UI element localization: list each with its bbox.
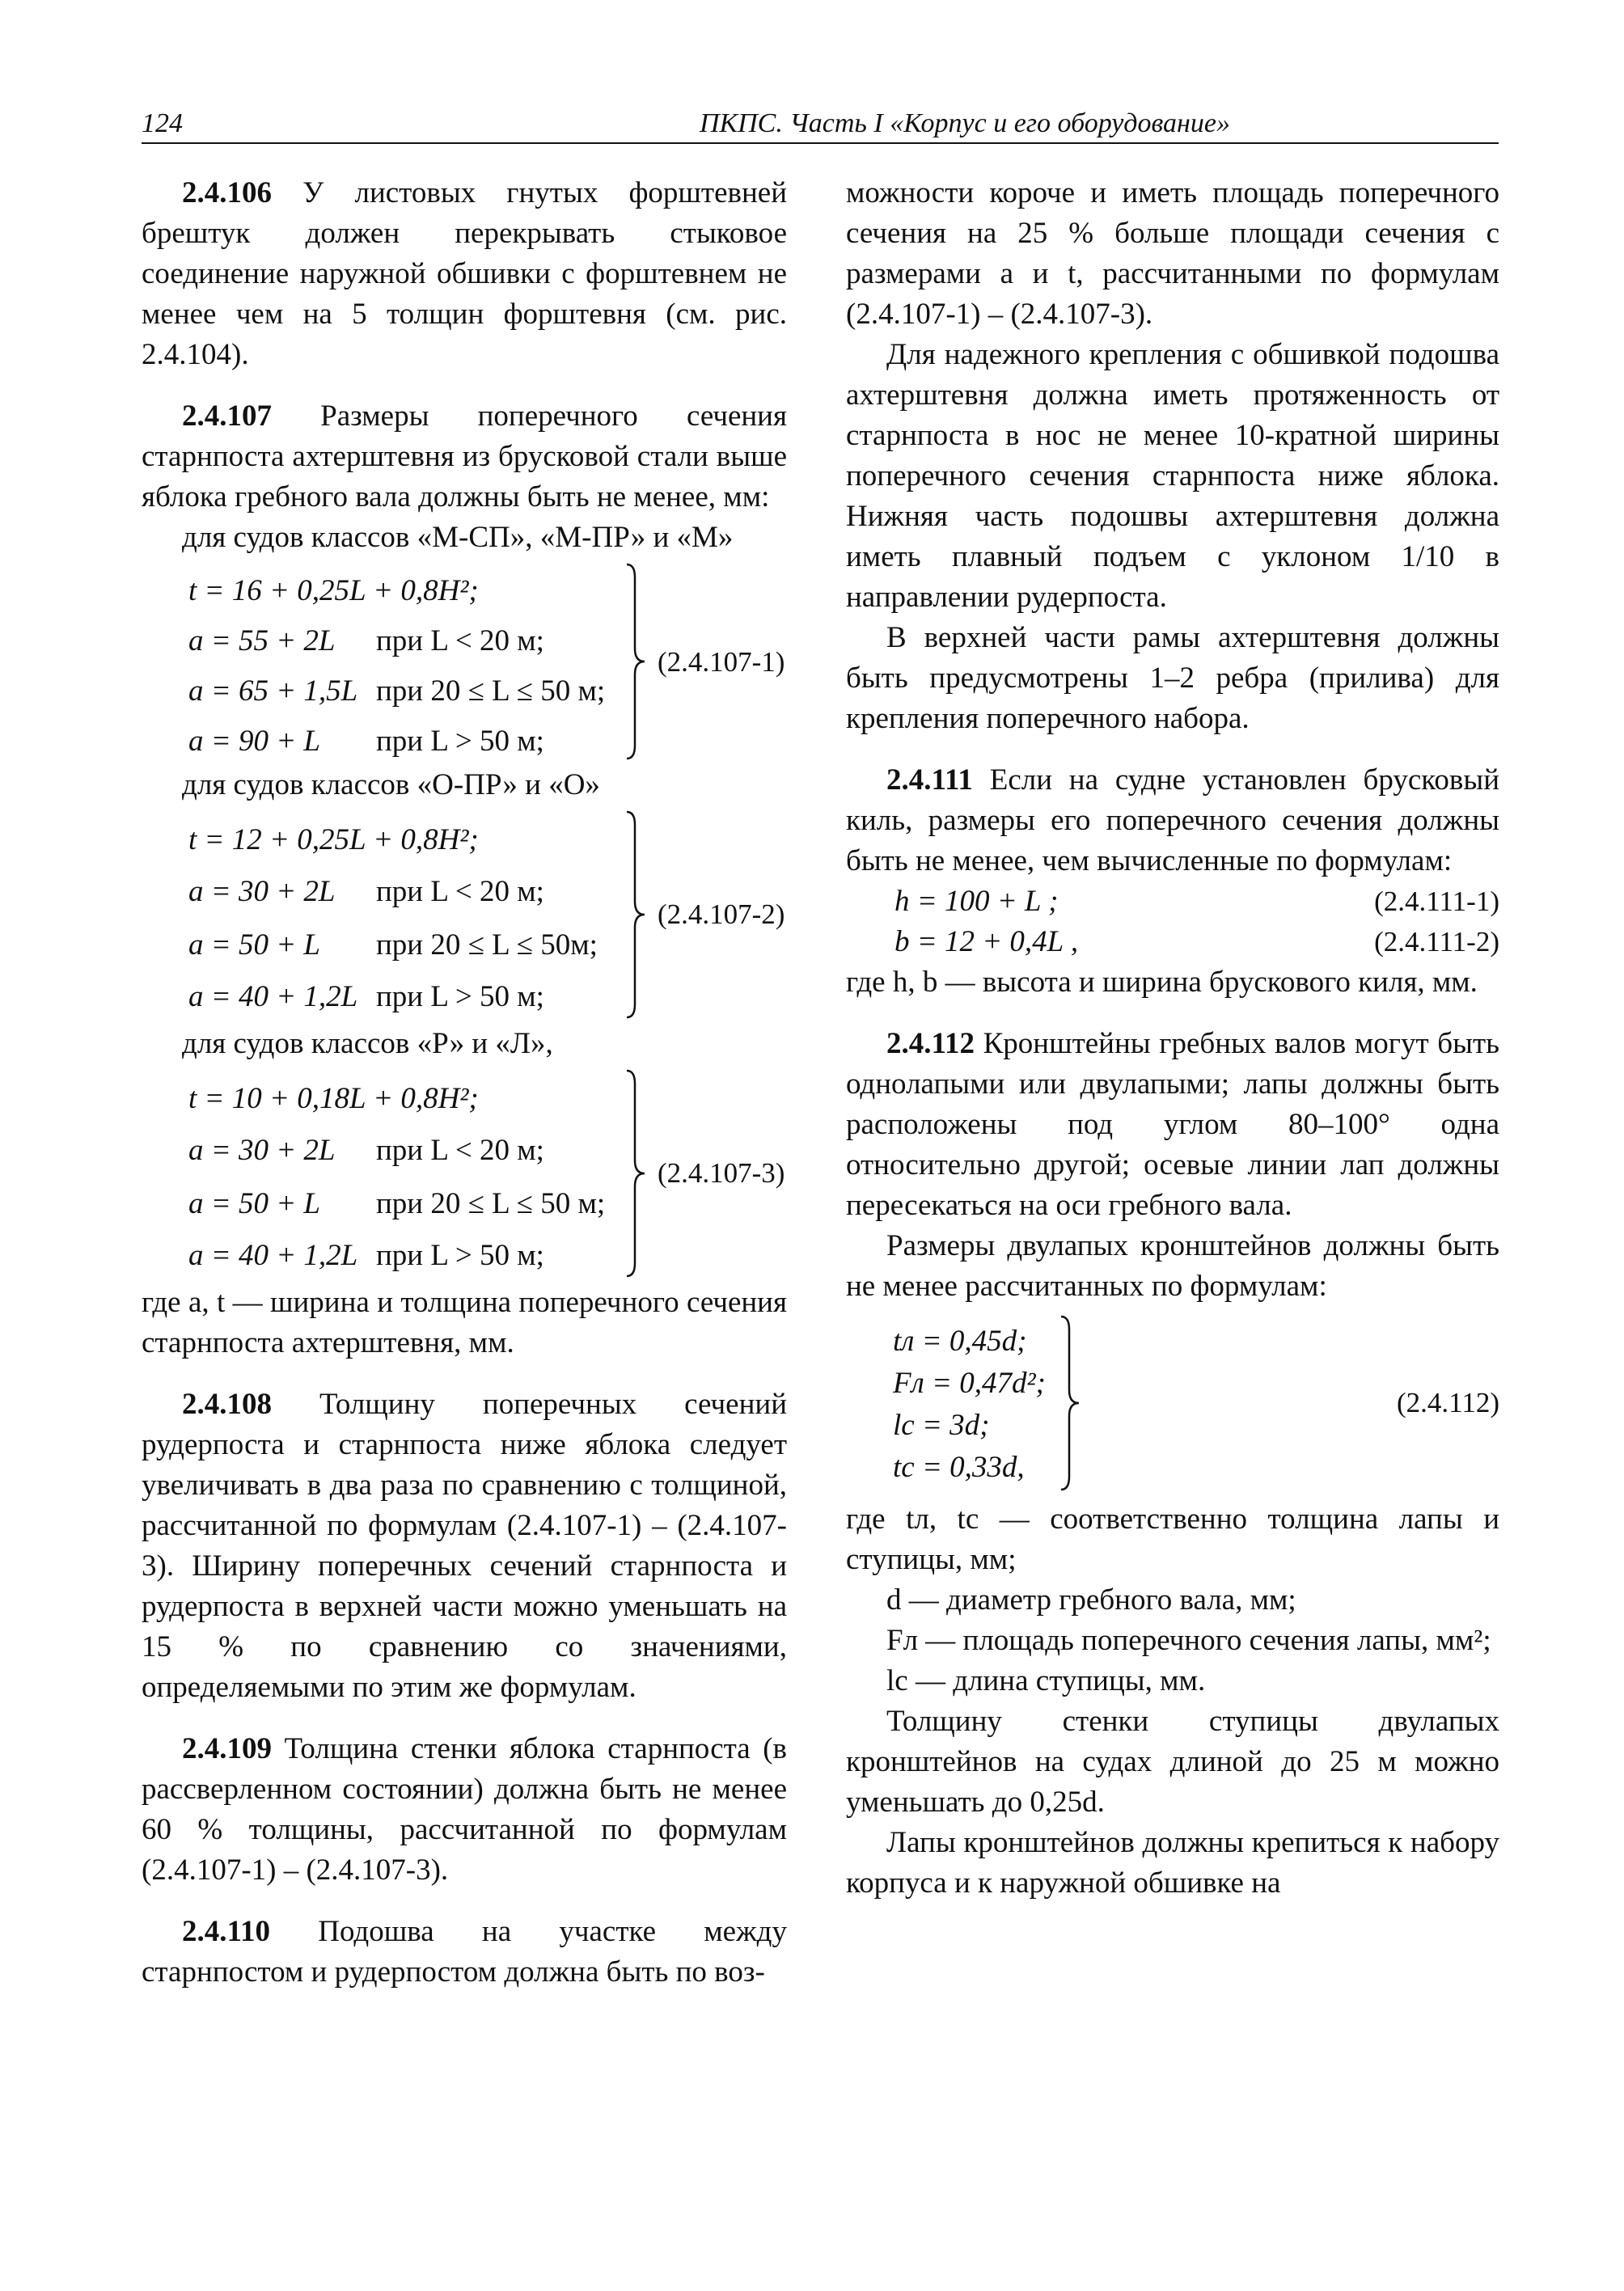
formula-line: tс = 0,33d, (893, 1451, 1025, 1484)
formula-condition: при 20 ≤ L ≤ 50м; (376, 928, 598, 962)
section-text: Подошва на участке между старнпостом и рудерпостом должна быть по воз- (142, 1915, 787, 1989)
section-2-4-106 (142, 173, 787, 375)
section-2-4-111 (846, 760, 1499, 881)
right-brace-icon (1058, 1313, 1082, 1493)
formula-line: a = 65 + 1,5L (188, 674, 358, 708)
formula-condition: при L < 20 м; (376, 1134, 544, 1167)
section-number: 2.4.111 (886, 763, 973, 797)
section-2-4-110 (142, 1912, 787, 1993)
paragraph-sizes: Размеры двулапых кронштейнов должны быть не менее рассчитанных по формулам: (846, 1229, 1499, 1303)
section-text: Кронштейны гребных валов могут быть однолапыми или двулапыми; лапы должны быть расположены под углом 80–100° одна относительно другой; осевые линии лап должны пересекаться на оси гребного вала. (846, 1027, 1499, 1222)
section-number: 2.4.107 (182, 399, 272, 433)
equation-number: (2.4.111-2) (1374, 926, 1499, 957)
equation-number: (2.4.111-1) (1374, 886, 1499, 917)
header-title: ПКПС. Часть I «Корпус и его оборудование» (700, 108, 1230, 138)
formula-2-4-111-2 (846, 922, 1499, 962)
formula-line: a = 50 + L (188, 1187, 321, 1220)
formula-line: t = 16 + 0,25L + 0,8H²; (188, 574, 479, 607)
formula-2-4-112 (846, 1310, 1499, 1496)
formula-2-4-107-2 (142, 809, 787, 1021)
section-text: Размеры поперечного сечения старнпоста ахтерштевня из брусковой стали выше яблока гребного вала должны быть не менее, мм: (142, 399, 787, 514)
formula-condition: при L > 50 м; (376, 1239, 544, 1272)
section-2-4-108 (142, 1384, 787, 1708)
right-brace-icon (624, 809, 648, 1021)
section-2-4-109 (142, 1729, 787, 1891)
formula-line: tл = 0,45d; (893, 1325, 1027, 1358)
formula-condition: при L < 20 м; (376, 624, 544, 657)
section-text: Толщину поперечных сечений рудерпоста и старнпоста ниже яблока следует увеличивать в два раза по сравнению с толщиной, рассчитанной по формулам (2.4.107-1) – (2.4.107-3). Ширину поперечных сечений старнпоста и рудерпоста в верхней части можно уменьшать на 15 % по сравнению со значениями, определяемыми по этим же формулам. (142, 1388, 787, 1704)
where-clause: где h, b — высота и ширина брускового киля, мм. (846, 966, 1478, 999)
formula-line: a = 30 + 2L (188, 1134, 336, 1167)
formula-line: h = 100 + L ; (894, 885, 1059, 918)
section-number: 2.4.110 (182, 1915, 270, 1948)
section-number: 2.4.112 (886, 1027, 975, 1060)
section-number: 2.4.109 (182, 1732, 272, 1765)
formula-line: a = 40 + 1,2L (188, 980, 358, 1013)
class-group-2: для судов классов «О-ПР» и «О» (182, 768, 600, 801)
equation-number: (2.4.107-3) (658, 1157, 785, 1189)
equation-number: (2.4.107-2) (658, 898, 785, 930)
section-2-4-110-continued: можности короче и иметь площадь поперечного сечения на 25 % больше площади сечения с размерами a и t, рассчитанными по формулам (2.4.107-1) – (2.4.107-3). (846, 176, 1499, 331)
formula-line: Fл = 0,47d²; (893, 1367, 1046, 1400)
formula-condition: при 20 ≤ L ≤ 50 м; (376, 674, 606, 708)
section-number: 2.4.108 (182, 1388, 272, 1421)
formula-line: a = 50 + L (188, 928, 321, 962)
formula-line: a = 40 + 1,2L (188, 1239, 358, 1272)
section-2-4-107 (142, 396, 787, 518)
formula-condition: при L > 50 м; (376, 980, 544, 1013)
class-group-1: для судов классов «М-СП», «М-ПР» и «М» (182, 521, 734, 554)
section-text: Толщина стенки яблока старнпоста (в рассверленном состоянии) должна быть не менее 60 % толщины, рассчитанной по формулам (2.4.107-1) – (2.4.107-3). (142, 1732, 788, 1887)
right-column (846, 173, 1499, 1904)
equation-number: (2.4.112) (1396, 1387, 1499, 1418)
formula-line: b = 12 + 0,4L , (894, 925, 1079, 958)
formula-line: lс = 3d; (893, 1409, 990, 1442)
formula-line: t = 12 + 0,25L + 0,8H²; (188, 823, 479, 856)
formula-line: a = 55 + 2L (188, 624, 336, 657)
formula-line: t = 10 + 0,18L + 0,8H²; (188, 1082, 479, 1115)
paragraph-hub-thickness: Толщину стенки ступицы двулапых кронштейнов на судах длиной до 25 м можно уменьшать до 0,25d. (846, 1705, 1499, 1819)
section-text: У листовых гнутых форштевней брештук должен перекрывать стыковое соединение наружной обшивки с форштевнем не менее чем на 5 толщин форштевня (см. рис. 2.4.104). (142, 176, 788, 371)
where-line: d — диаметр гребного вала, мм; (886, 1583, 1296, 1617)
formula-2-4-111-1 (846, 881, 1499, 922)
where-clause: где a, t — ширина и толщина поперечного сечения старнпоста ахтерштевня, мм. (142, 1286, 787, 1359)
formula-condition: при L < 20 м; (376, 875, 544, 908)
page-number: 124 (142, 108, 183, 138)
right-brace-icon (624, 1067, 648, 1279)
paragraph-keel-length: Для надежного крепления с обшивкой подошва ахтерштевня должна иметь протяженность от старнпоста в нос не менее 10-кратной ширины поперечного сечения старнпоста ниже яблока. Нижняя часть подошвы ахтерштевня должна иметь плавный подъем с уклоном 1/10 в направлении рудерпоста. (846, 338, 1499, 614)
paragraph-last: Лапы кронштейнов должны крепиться к набору корпуса и к наружной обшивке на (846, 1826, 1499, 1900)
formula-condition: при 20 ≤ L ≤ 50 м; (376, 1187, 606, 1220)
formula-condition: при L > 50 м; (376, 725, 544, 758)
right-brace-icon (624, 561, 648, 762)
formula-2-4-107-1 (142, 561, 787, 762)
equation-number: (2.4.107-1) (658, 646, 785, 678)
where-line: lс — длина ступицы, мм. (886, 1664, 1206, 1697)
where-line: где tл, tс — соответственно толщина лапы и ступицы, мм; (846, 1503, 1499, 1576)
formula-line: a = 90 + L (188, 725, 321, 758)
section-text: Если на судне установлен брусковый киль, размеры его поперечного сечения должны быть не менее, чем вычисленные по формулам: (846, 763, 1499, 877)
section-number: 2.4.106 (182, 176, 272, 209)
where-line: Fл — площадь поперечного сечения лапы, мм²; (886, 1624, 1491, 1657)
formula-line: a = 30 + 2L (188, 875, 336, 908)
left-column (142, 173, 787, 1993)
class-group-3: для судов классов «Р» и «Л», (182, 1027, 553, 1060)
running-header (142, 104, 1499, 144)
paragraph-ribs: В верхней части рамы ахтерштевня должны быть предусмотрены 1–2 ребра (прилива) для крепления поперечного набора. (846, 621, 1499, 735)
formula-2-4-107-3 (142, 1067, 787, 1279)
section-2-4-112 (846, 1024, 1499, 1226)
